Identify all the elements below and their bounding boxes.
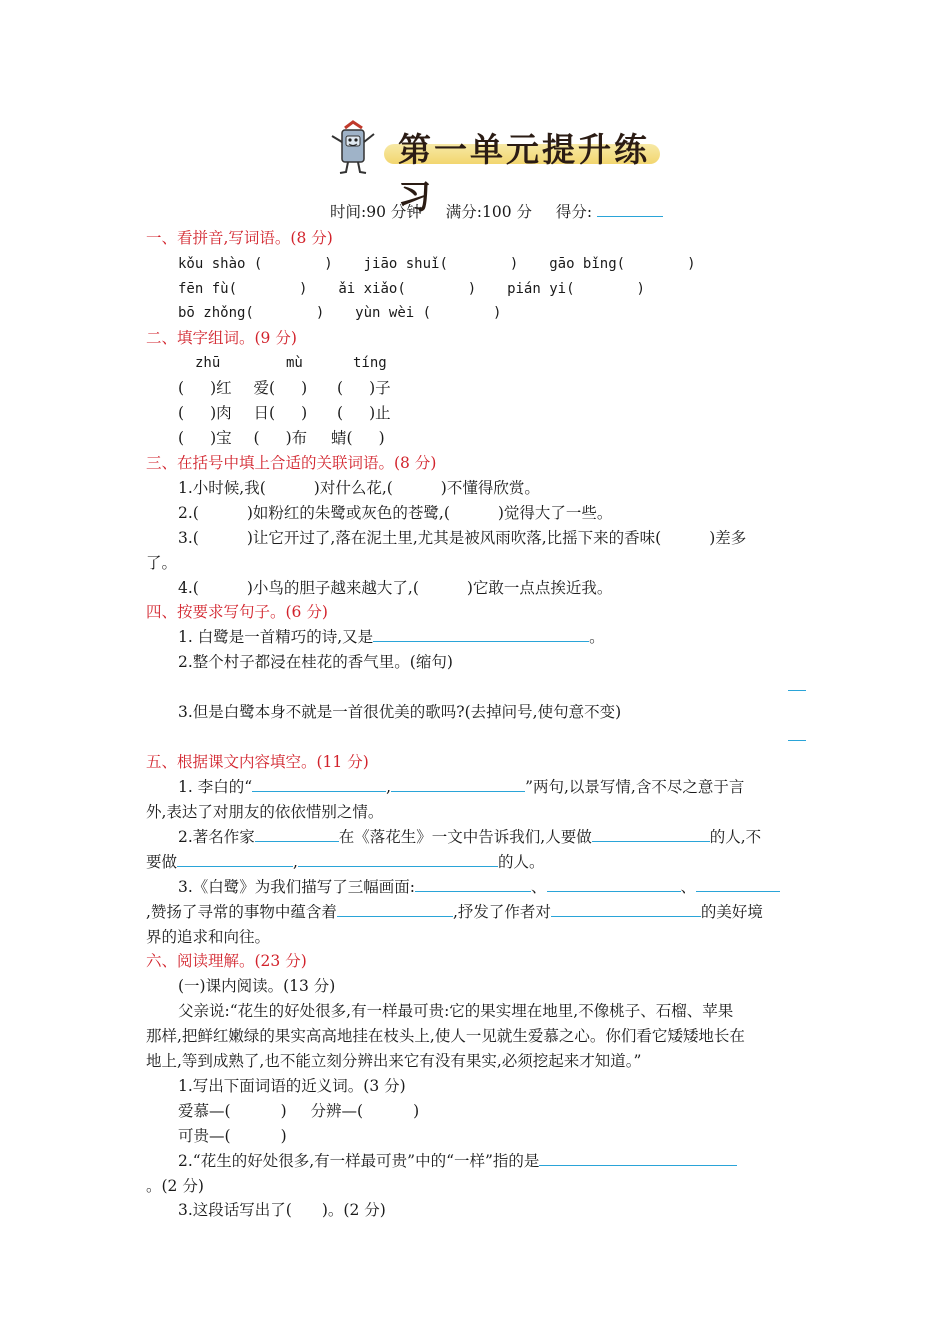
section-6-heading: 六、阅读理解。(23 分) (146, 952, 307, 970)
s5-question-3-end: 界的追求和向往。 (146, 928, 271, 946)
s1-row-1: kǒu shào ( ) jiāo shuǐ( ) gāo bǐng( ) (178, 256, 696, 272)
s5-question-1: 1. 李白的“ , ”两句,以景写情,含不尽之意于言 (178, 778, 745, 796)
answer-line[interactable] (255, 827, 339, 842)
s5-question-2: 2.著名作家 在《落花生》一文中告诉我们,人要做 的人,不 (178, 828, 762, 846)
s6-subheading: (一)课内阅读。(13 分) (178, 977, 336, 995)
answer-line[interactable] (298, 852, 498, 867)
s3-question-1: 1.小时候,我( )对什么花,( )不懂得欣赏。 (178, 479, 540, 497)
s2-pinyin-2: mù (286, 355, 303, 371)
page-title: 第一单元提升练习 (398, 130, 650, 216)
time-limit: 时间:90 分钟 (330, 203, 422, 221)
full-score: 满分:100 分 (445, 203, 532, 221)
s6-question-1-row-1: 爱慕—( ) 分辨—( ) (178, 1102, 420, 1120)
answer-line[interactable] (391, 777, 525, 792)
s2-row-2: ( )肉 日( ) ( )止 (178, 404, 391, 422)
answer-line[interactable] (788, 740, 806, 741)
s4-question-1: 1. 白鹭是一首精巧的诗,又是 。 (178, 628, 605, 646)
answer-line[interactable] (177, 852, 293, 867)
section-1-heading: 一、看拼音,写词语。(8 分) (146, 229, 333, 247)
s1-row-2: fēn fù( ) ǎi xiǎo( ) pián yi( ) (178, 281, 645, 297)
answer-line[interactable] (696, 877, 780, 892)
s2-row-1: ( )红 爱( ) ( )子 (178, 379, 391, 397)
answer-line[interactable] (415, 877, 531, 892)
answer-line[interactable] (373, 627, 589, 642)
s5-question-1-cont: 外,表达了对朋友的依依惜别之情。 (146, 803, 384, 821)
s3-question-3-cont: 了。 (146, 554, 178, 572)
section-4-heading: 四、按要求写句子。(6 分) (146, 603, 328, 621)
passage-line-3: 地上,等到成熟了,也不能立刻分辨出来它有没有果实,必须挖起来才知道。” (146, 1052, 642, 1070)
s1-row-3: bō zhǒng( ) yùn wèi ( ) (178, 305, 502, 321)
s4-question-3: 3.但是白鹭本身不就是一首很优美的歌吗?(去掉问号,使句意不变) (178, 703, 622, 721)
book-mascot-icon (326, 120, 378, 178)
answer-line[interactable] (788, 690, 806, 691)
s2-pinyin-3: tíng (353, 355, 387, 371)
section-5-heading: 五、根据课文内容填空。(11 分) (146, 753, 369, 771)
s5-question-2-cont: 要做 , 的人。 (146, 853, 545, 871)
score-blank[interactable] (597, 202, 663, 217)
s3-question-3: 3.( )让它开过了,落在泥土里,尤其是被风雨吹落,比摇下来的香味( )差多 (178, 529, 747, 547)
section-2-heading: 二、填字组词。(9 分) (146, 329, 297, 347)
answer-line[interactable] (592, 827, 710, 842)
answer-line[interactable] (551, 902, 701, 917)
s4-question-2: 2.整个村子都浸在桂花的香气里。(缩句) (178, 653, 453, 671)
answer-line[interactable] (547, 877, 681, 892)
passage-line-2: 那样,把鲜红嫩绿的果实高高地挂在枝头上,使人一见就生爱慕之心。你们看它矮矮地长在 (146, 1027, 745, 1045)
s5-question-3: 3.《白鹭》为我们描写了三幅画面: 、 、 (178, 877, 780, 897)
s3-question-2: 2.( )如粉红的朱鹭或灰色的苍鹭,( )觉得大了一些。 (178, 504, 613, 522)
answer-line[interactable] (337, 902, 453, 917)
s5-question-3-cont: ,赞扬了寻常的事物中蕴含着 ,抒发了作者对 的美好境 (146, 903, 763, 921)
s6-question-2-cont: 。(2 分) (146, 1177, 204, 1195)
s6-question-2: 2.“花生的好处很多,有一样最可贵”中的“一样”指的是 (178, 1151, 737, 1171)
s2-row-3: ( )宝 ( )布 蜻( ) (178, 429, 385, 447)
score-label: 得分: (555, 203, 593, 221)
s6-question-1: 1.写出下面词语的近义词。(3 分) (178, 1077, 406, 1095)
passage-line-1: 父亲说:“花生的好处很多,有一样最可贵:它的果实埋在地里,不像桃子、石榴、苹果 (178, 1002, 734, 1020)
answer-line[interactable] (539, 1151, 737, 1166)
s6-question-3: 3.这段话写出了( )。(2 分) (178, 1201, 386, 1219)
exam-meta (330, 202, 663, 222)
s6-question-1-row-2: 可贵—( ) (178, 1127, 287, 1145)
section-3-heading: 三、在括号中填上合适的关联词语。(8 分) (146, 454, 437, 472)
answer-line[interactable] (252, 777, 386, 792)
s3-question-4: 4.( )小鸟的胆子越来越大了,( )它敢一点点挨近我。 (178, 579, 613, 597)
s2-pinyin-1: zhū (195, 355, 221, 371)
